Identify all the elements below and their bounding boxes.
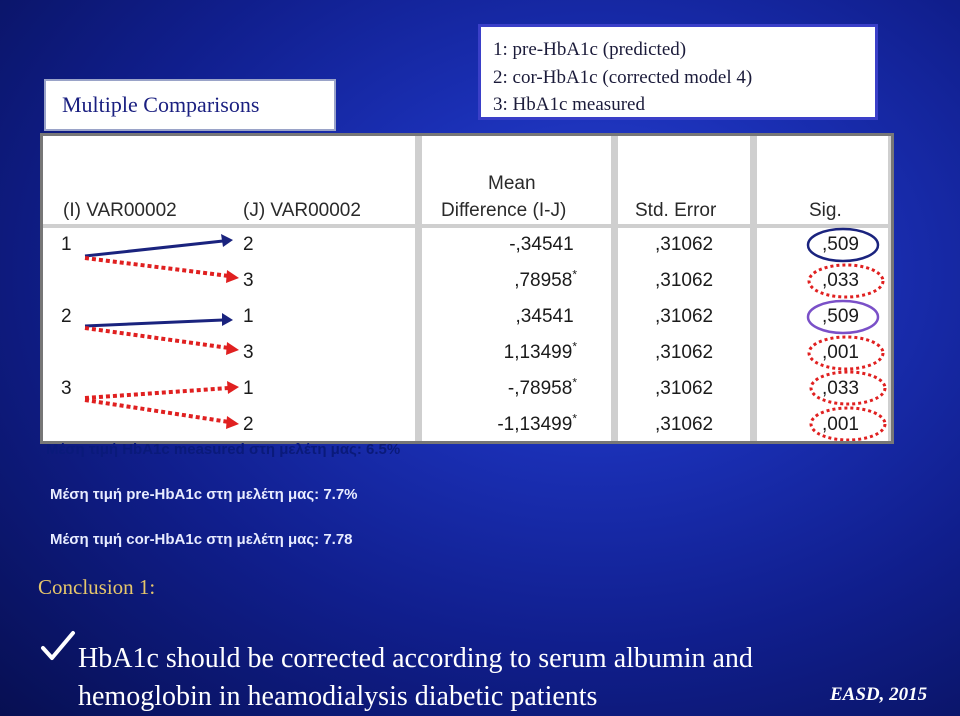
legend-item-1: 1: pre-HbA1c (predicted) <box>493 39 687 60</box>
cell-mean <box>509 234 577 256</box>
cell-std-error: ,31062 <box>655 306 714 327</box>
arrow-3-1 <box>85 388 229 398</box>
grid-col-line <box>750 136 757 444</box>
cell-mean-value: ,34541 <box>515 306 574 327</box>
cell-mean <box>497 411 577 436</box>
table-grid <box>43 136 894 444</box>
cell-j: 3 <box>243 342 254 363</box>
grid-col-line <box>415 136 422 444</box>
legend-item-2: 2: cor-HbA1c (corrected model 4) <box>493 66 753 88</box>
spacer <box>574 304 577 318</box>
cell-j: 1 <box>243 306 254 327</box>
checkmark-icon <box>40 630 76 664</box>
greek-line-pre: Μέση τιμή pre-HbA1c στη μελέτη μας: 7.7% <box>50 486 358 503</box>
significance-star: * <box>572 375 577 390</box>
footer-citation: EASD, 2015 <box>830 684 928 705</box>
cell-std-error: ,31062 <box>655 378 714 399</box>
conclusion-line-2: hemoglobin in heamodialysis diabetic patients <box>78 681 598 712</box>
legend-box <box>478 24 878 120</box>
grid-col-line <box>611 136 618 444</box>
cell-sig: ,509 <box>822 234 859 255</box>
header-i: (I) VAR00002 <box>63 200 177 221</box>
cell-i: 3 <box>61 378 72 399</box>
cell-mean <box>514 267 577 292</box>
conclusion-text <box>78 640 753 716</box>
header-mean-line1: Mean <box>488 173 536 194</box>
cell-i: 2 <box>61 306 72 327</box>
cell-mean-value: -,34541 <box>509 234 574 255</box>
spacer <box>574 232 577 246</box>
cell-sig: ,509 <box>822 306 859 327</box>
arrow-head <box>226 416 239 429</box>
cell-mean-value: 1,13499 <box>503 342 573 363</box>
cell-mean <box>503 339 577 364</box>
arrow-2-1 <box>85 320 223 326</box>
cell-sig: ,001 <box>822 414 859 435</box>
legend-item-3: 3: HbA1c measured <box>493 94 645 115</box>
cell-std-error: ,31062 <box>655 234 714 255</box>
conclusion-label: Conclusion 1: <box>38 575 156 599</box>
cell-mean <box>507 375 577 400</box>
header-std-error: Std. Error <box>635 200 717 221</box>
cell-j: 1 <box>243 378 254 399</box>
header-sig: Sig. <box>809 200 842 221</box>
slide-title: Multiple Comparisons <box>44 79 336 131</box>
arrow-3-2 <box>85 400 229 422</box>
greek-line-measured: Μέση τιμή HbA1c measured στη μελέτη μας: 6.5% <box>46 441 401 458</box>
cell-mean-value: -1,13499 <box>497 414 573 435</box>
grid-col-line <box>888 136 894 444</box>
arrow-1-3 <box>85 258 229 276</box>
cell-mean-value: -,78958 <box>507 378 573 399</box>
cell-std-error: ,31062 <box>655 414 714 435</box>
significance-star: * <box>572 267 577 282</box>
arrow-head <box>221 234 233 247</box>
cell-i: 1 <box>61 234 72 255</box>
greek-line-cor: Μέση τιμή cor-HbA1c στη μελέτη μας: 7.78 <box>50 531 353 548</box>
grid-row-line <box>43 224 894 228</box>
significance-star: * <box>572 411 577 426</box>
arrow-1-2 <box>85 241 223 256</box>
cell-j: 2 <box>243 414 254 435</box>
significance-star: * <box>572 339 577 354</box>
cell-mean <box>516 306 577 328</box>
comparison-arrows <box>85 234 239 429</box>
arrow-head <box>222 313 233 326</box>
cell-std-error: ,31062 <box>655 270 714 291</box>
comparisons-table <box>40 133 894 444</box>
arrow-head <box>227 381 239 394</box>
arrow-2-3 <box>85 328 229 348</box>
cell-j: 3 <box>243 270 254 291</box>
cell-sig: ,001 <box>822 342 859 363</box>
header-j: (J) VAR00002 <box>243 200 361 221</box>
cell-sig: ,033 <box>822 270 859 291</box>
arrow-head <box>226 270 239 283</box>
header-mean-line2: Difference (I-J) <box>441 200 567 221</box>
cell-std-error: ,31062 <box>655 342 714 363</box>
arrow-head <box>226 342 239 355</box>
cell-j: 2 <box>243 234 254 255</box>
conclusion-line-1: HbA1c should be corrected according to serum albumin and <box>78 643 753 674</box>
cell-sig: ,033 <box>822 378 859 399</box>
cell-mean-value: ,78958 <box>514 270 573 291</box>
